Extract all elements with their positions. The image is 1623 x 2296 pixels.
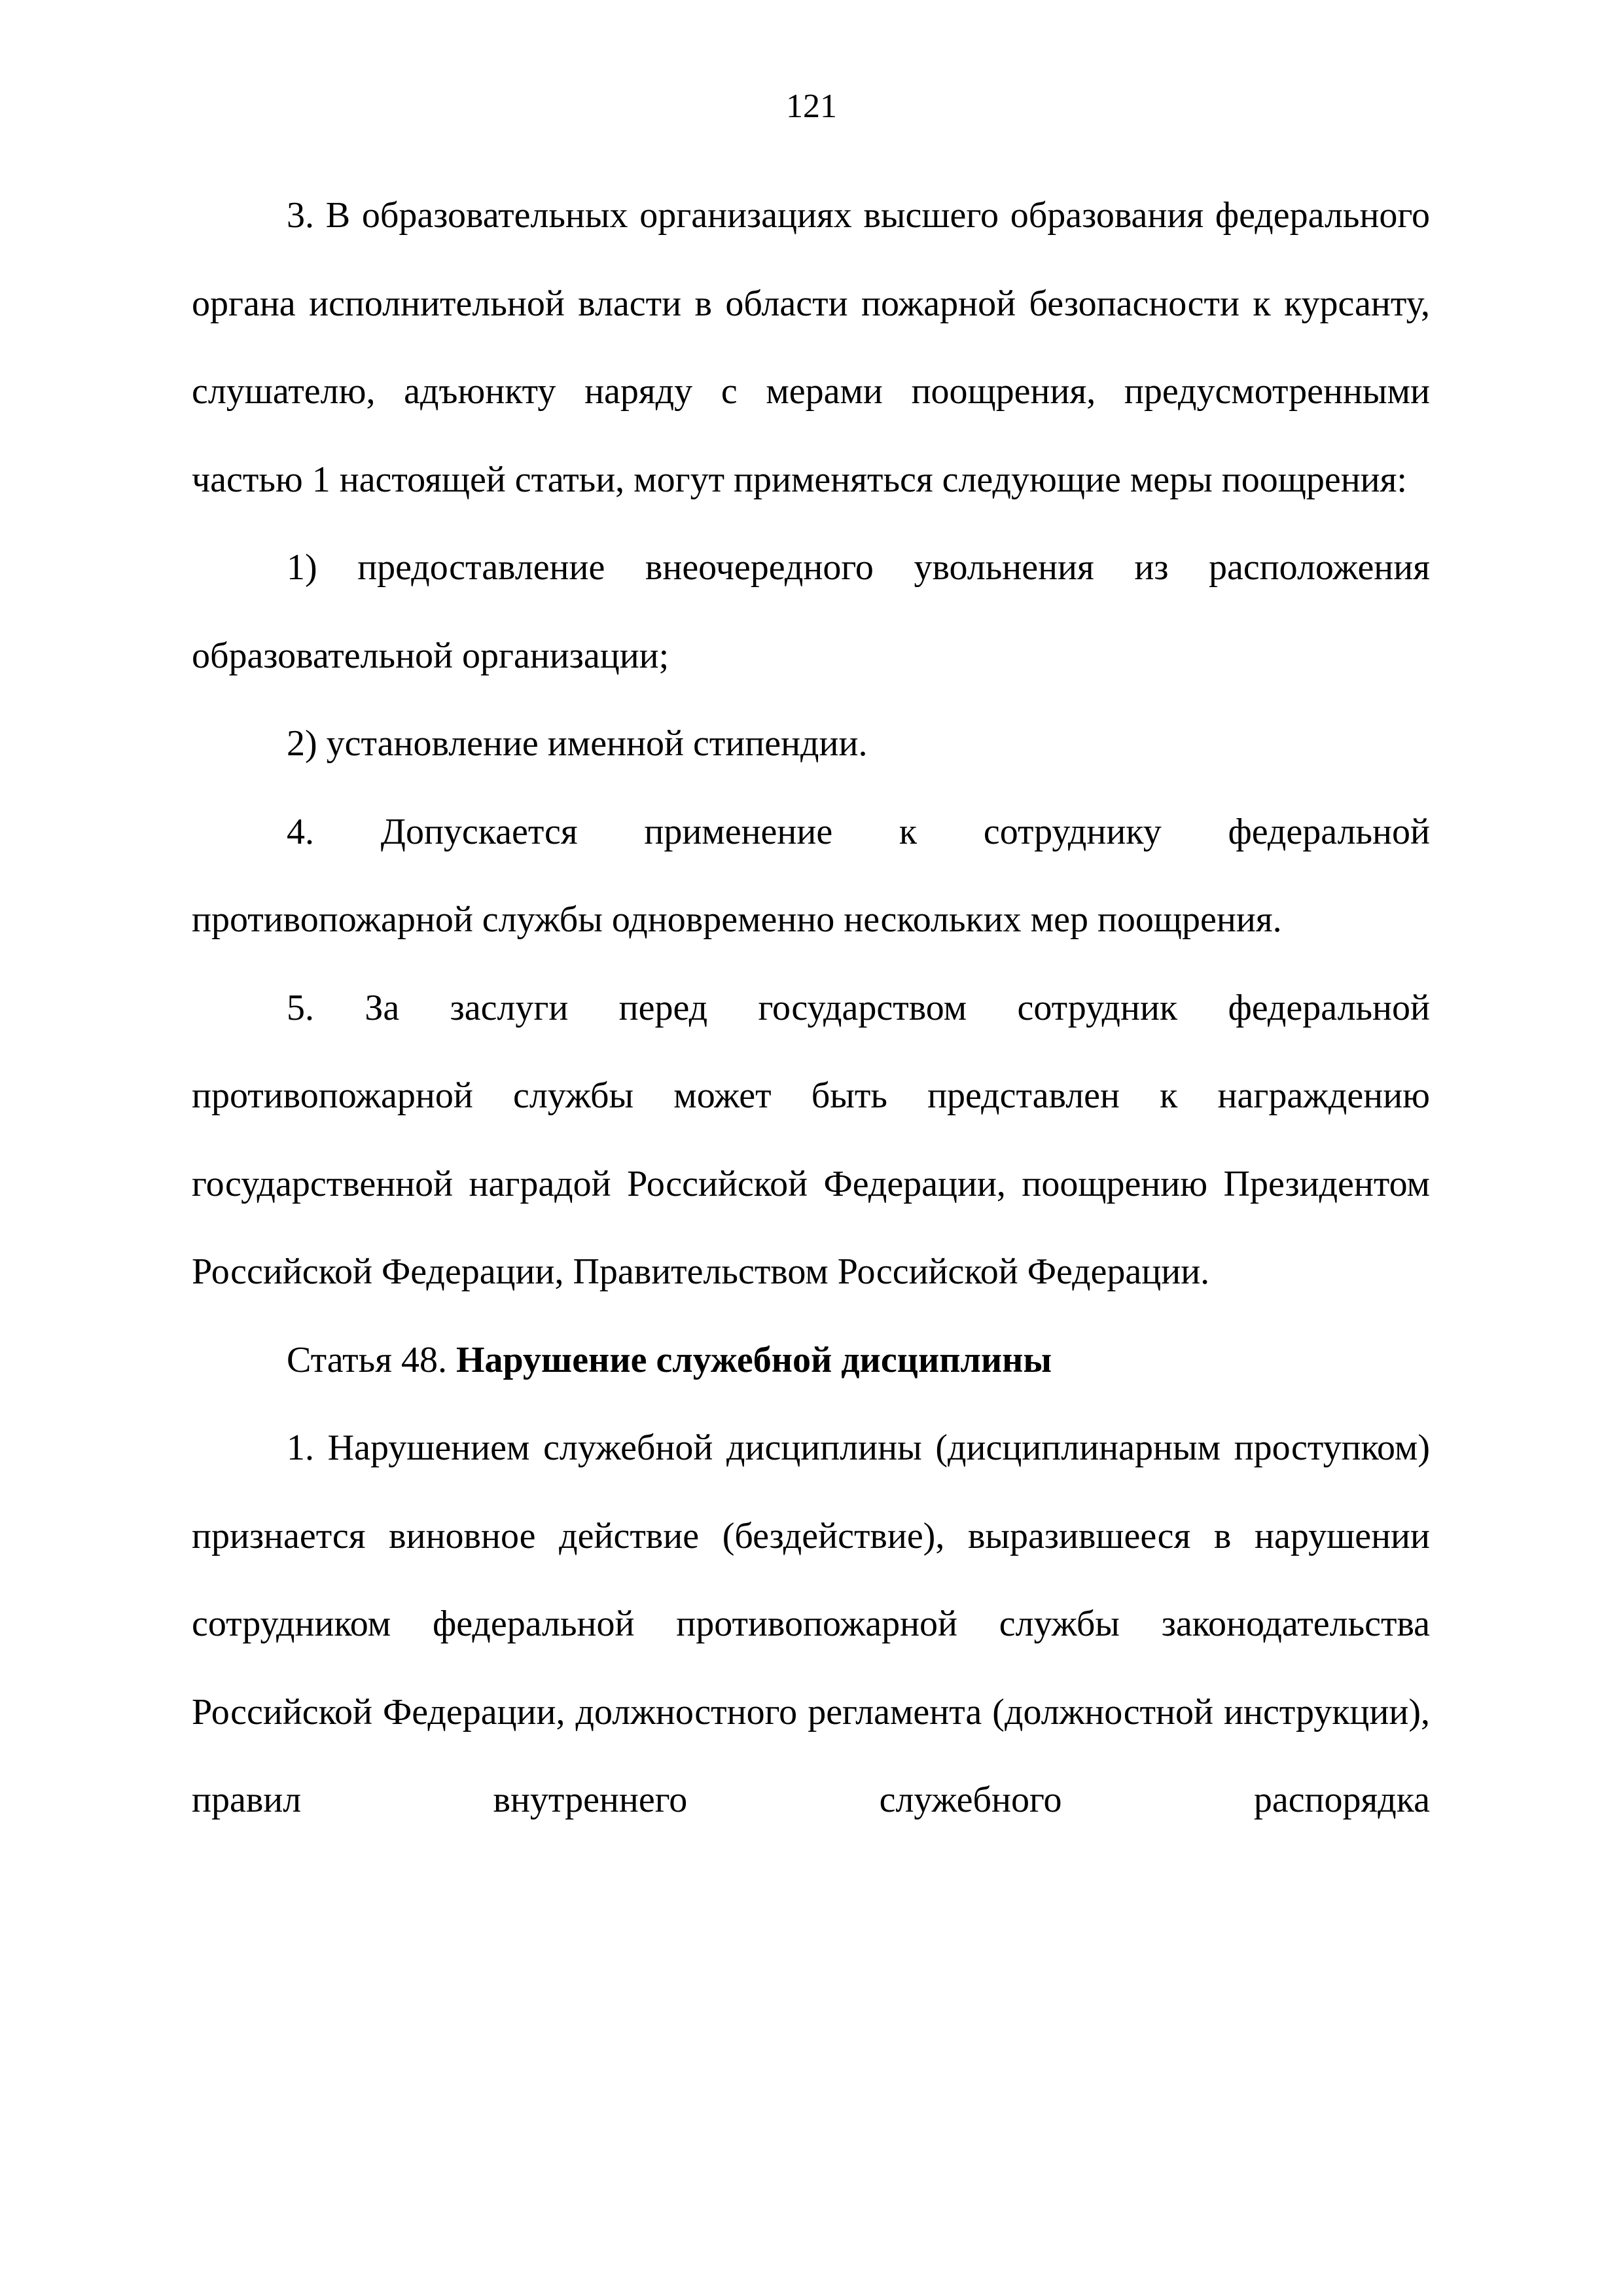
article-label: Статья 48. xyxy=(287,1339,447,1380)
list-item-1: 1) предоставление внеочередного увольнения из расположения образовательной организации; xyxy=(192,547,1430,676)
article-paragraph-1: 1. Нарушением служебной дисциплины (дисциплинарным проступком) признается виновное действие (бездействие), выразившееся в нарушении сотрудником федеральной противопожарной службы законодательства Российской Федерации, должностного регламента (должностной инструкции), правил внутреннего служебного распорядка xyxy=(192,1427,1430,1820)
list-item-2: 2) установление именной стипендии. xyxy=(287,723,868,764)
paragraph-4: 4. Допускается применение к сотруднику федеральной противопожарной службы одновременно нескольких мер поощрения. xyxy=(192,811,1430,940)
paragraph-5: 5. За заслуги перед государством сотрудник федеральной противопожарной службы может быть представлен к награждению государственной наградой Российской Федерации, поощрению Президентом Российской Федерации, Правительством Российской Федерации. xyxy=(192,987,1430,1292)
article-title: Нарушение служебной дисциплины xyxy=(455,1339,1052,1380)
document-body xyxy=(192,171,1430,1844)
article-heading xyxy=(192,1316,1430,1405)
page-number: 121 xyxy=(786,88,837,125)
paragraph-3: 3. В образовательных организациях высшего образования федерального органа исполнительной власти в области пожарной безопасности к курсанту, слушателю, адъюнкту наряду с мерами поощрения, предусмотренными частью 1 настоящей статьи, могут применяться следующие меры поощрения: xyxy=(192,195,1430,500)
